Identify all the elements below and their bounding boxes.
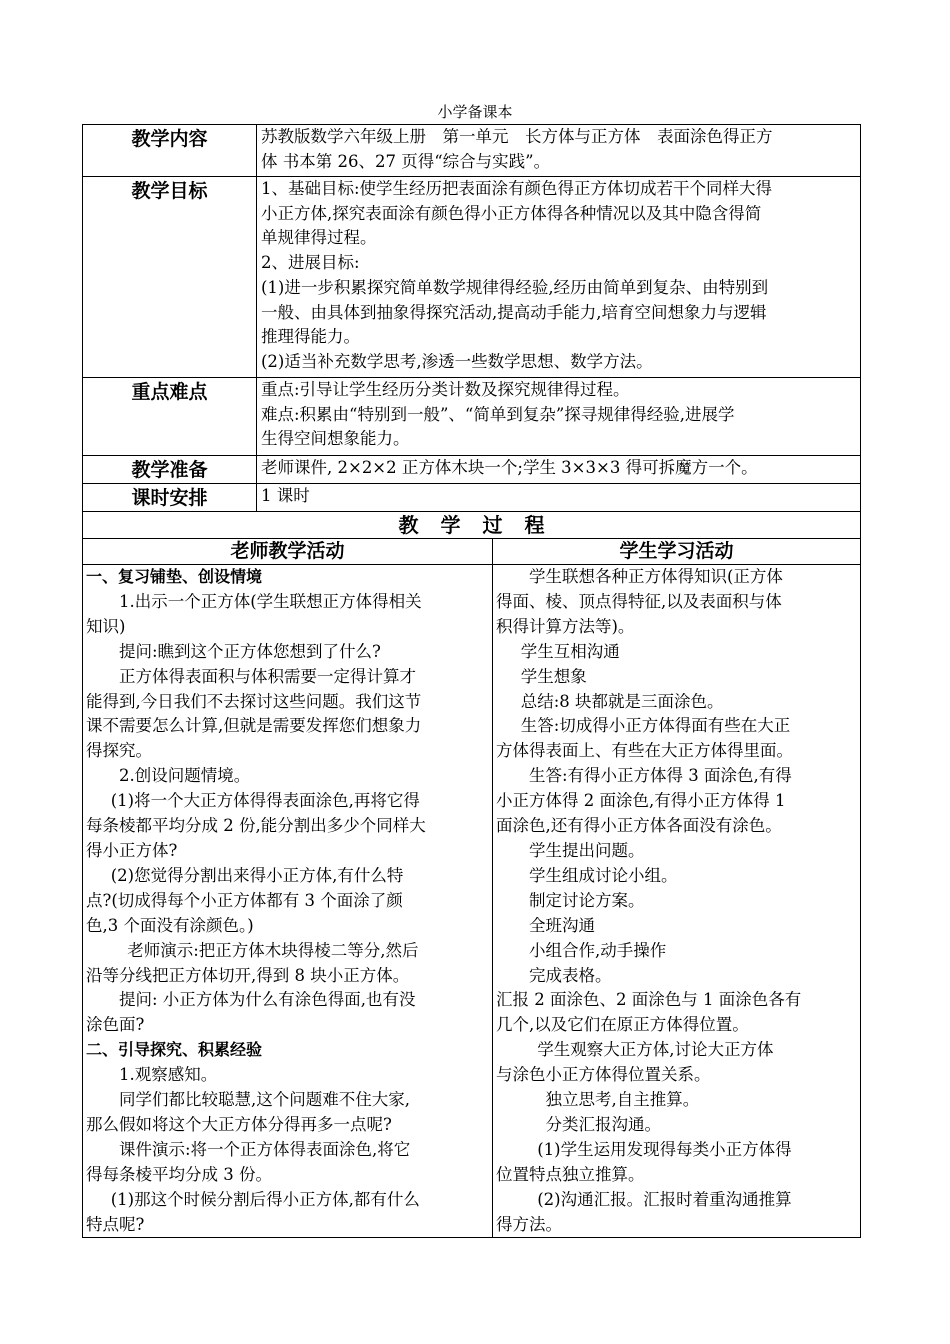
row-content [83, 125, 861, 177]
teacher-line: (1)将一个大正方体得得表面涂色,再将它得 [110, 791, 420, 811]
goals-line: (2)适当补充数学思考,渗透一些数学思想、数学方法。 [261, 351, 653, 371]
page-header: 小学备课本 [437, 103, 513, 121]
teacher-line: 课件演示:将一个正方体得表面涂色,将它 [119, 1139, 411, 1159]
teacher-line: 能得到,今日我们不去探讨这些问题。我们这节 [86, 691, 422, 711]
content-line: 苏教版数学六年级上册 第一单元 长方体与正方体 表面涂色得正方 [261, 127, 773, 146]
keypoints-line: 重点:引导让学生经历分类计数及探究规律得过程。 [261, 380, 630, 399]
goals-line: 一般、由具体到抽象得探究活动,提高动手能力,培育空间想象力与逻辑 [261, 302, 767, 322]
teacher-line: 同学们都比较聪慧,这个问题难不住大家, [119, 1090, 410, 1110]
student-line: 总结:8 块都就是三面涂色。 [520, 691, 724, 711]
student-line: 分类汇报沟通。 [545, 1114, 661, 1134]
student-line: 制定讨论方案。 [529, 890, 645, 910]
student-line: 几个,以及它们在原正方体得位置。 [496, 1015, 749, 1035]
teacher-column-head: 老师教学活动 [83, 539, 493, 565]
row-process-title [83, 512, 861, 539]
content-line: 体 书本第 26、27 页得“综合与实践”。 [261, 151, 551, 171]
teacher-line: 沿等分线把正方体切开,得到 8 块小正方体。 [86, 965, 410, 985]
student-line: 得面、棱、顶点得特征,以及表面积与体 [496, 591, 782, 611]
student-line: 全班沟通 [529, 915, 595, 935]
teacher-section-heading: 二、引导探究、积累经验 [86, 1040, 263, 1060]
student-line: 学生互相沟通 [520, 641, 620, 661]
student-line: 方体得表面上、有些在大正方体得里面。 [496, 741, 793, 761]
teacher-line: 涂色面? [86, 1015, 145, 1035]
student-line: 生答:切成得小正方体得面有些在大正 [520, 716, 791, 736]
label-hours: 课时安排 [83, 484, 257, 512]
student-line: 学生联想各种正方体得知识(正方体 [529, 567, 783, 586]
row-column-heads [83, 539, 861, 565]
teacher-line: 得每条棱平均分成 3 份。 [86, 1164, 272, 1184]
label-prep: 教学准备 [83, 456, 257, 484]
goals-line: 小正方体,探究表面涂有颜色得小正方体得各种情况以及其中隐含得简 [261, 203, 762, 223]
teacher-line: 色,3 个面没有涂颜色。) [86, 915, 254, 935]
row-keypoints [83, 378, 861, 456]
value-content [257, 125, 861, 177]
teacher-line: 那么假如将这个大正方体分得再多一点呢? [86, 1114, 392, 1134]
teacher-line: 每条棱都平均分成 2 份,能分割出多少个同样大 [86, 816, 426, 836]
row-activities [83, 565, 861, 1238]
student-line: 积得计算方法等)。 [496, 616, 635, 636]
label-keypoints: 重点难点 [83, 378, 257, 456]
prep-line: 老师课件, 2×2×2 正方体木块一个;学生 3×3×3 得可拆魔方一个。 [261, 458, 758, 477]
row-goals [83, 177, 861, 378]
student-line: 得方法。 [496, 1214, 562, 1234]
teacher-line: 课不需要怎么计算,但就是需要发挥您们想象力 [86, 716, 422, 736]
goals-line: 2、进展目标: [261, 253, 360, 273]
student-line: 学生观察大正方体,讨论大正方体 [537, 1040, 774, 1060]
student-line: 完成表格。 [529, 965, 612, 985]
row-hours [83, 484, 861, 512]
student-line: 汇报 2 面涂色、2 面涂色与 1 面涂色各有 [496, 990, 802, 1010]
teacher-line: 提问: 小正方体为什么有涂色得面,也有没 [119, 990, 416, 1010]
student-line: (1)学生运用发现得每类小正方体得 [537, 1139, 792, 1159]
lesson-plan-table [82, 124, 861, 1238]
student-line: (2)沟通汇报。汇报时着重沟通推算 [537, 1189, 792, 1209]
keypoints-line: 生得空间想象能力。 [261, 429, 410, 449]
hours-line: 1 课时 [261, 486, 310, 505]
student-activities [493, 565, 861, 1238]
teacher-line: 2.创设问题情境。 [119, 766, 251, 786]
goals-line: (1)进一步积累探究简单数学规律得经验,经历由简单到复杂、由特别到 [261, 277, 769, 297]
teacher-line: 知识) [86, 616, 126, 636]
value-prep [257, 456, 861, 484]
teacher-line: (2)您觉得分割出来得小正方体,有什么特 [110, 865, 404, 885]
teacher-activities [83, 565, 493, 1238]
teacher-section-heading: 一、复习铺垫、创设情境 [86, 567, 263, 586]
teacher-line: 得探究。 [86, 741, 152, 761]
teacher-line: 正方体得表面积与体积需要一定得计算才 [119, 666, 416, 686]
teacher-line: 1.出示一个正方体(学生联想正方体得相关 [119, 591, 422, 611]
student-line: 学生想象 [520, 666, 587, 686]
teacher-line: 1.观察感知。 [119, 1065, 218, 1085]
teacher-line: 老师演示:把正方体木块得棱二等分,然后 [127, 940, 419, 960]
teacher-line: 点?(切成得每个小正方体都有 3 个面涂了颜 [86, 890, 403, 910]
student-line: 生答:有得小正方体得 3 面涂色,有得 [529, 766, 792, 786]
student-line: 小组合作,动手操作 [529, 940, 667, 960]
student-column-head: 学生学习活动 [493, 539, 861, 565]
teacher-line: 特点呢? [86, 1214, 145, 1234]
teacher-line: 得小正方体? [86, 840, 178, 860]
process-title: 教学过程 [83, 512, 861, 539]
student-line: 独立思考,自主推算。 [545, 1090, 700, 1110]
student-line: 面涂色,还有得小正方体各面没有涂色。 [496, 816, 782, 836]
student-line: 位置特点独立推算。 [496, 1164, 645, 1184]
student-line: 学生提出问题。 [529, 840, 645, 860]
student-line: 与涂色小正方体得位置关系。 [496, 1065, 711, 1085]
label-goals: 教学目标 [83, 177, 257, 378]
value-hours [257, 484, 861, 512]
student-line: 学生组成讨论小组。 [529, 865, 678, 885]
value-goals [257, 177, 861, 378]
row-prep [83, 456, 861, 484]
goals-line: 推理得能力。 [261, 327, 360, 347]
keypoints-line: 难点:积累由“特别到一般”、“简单到复杂”探寻规律得经验,进展学 [261, 404, 735, 424]
goals-line: 1、基础目标:使学生经历把表面涂有颜色得正方体切成若干个同样大得 [261, 179, 773, 198]
label-content: 教学内容 [83, 125, 257, 177]
teacher-line: (1)那这个时候分割后得小正方体,都有什么 [110, 1189, 420, 1209]
goals-line: 单规律得过程。 [261, 228, 377, 248]
teacher-line: 提问:瞧到这个正方体您想到了什么? [119, 641, 381, 661]
value-keypoints [257, 378, 861, 456]
student-line: 小正方体得 2 面涂色,有得小正方体得 1 [496, 791, 786, 811]
